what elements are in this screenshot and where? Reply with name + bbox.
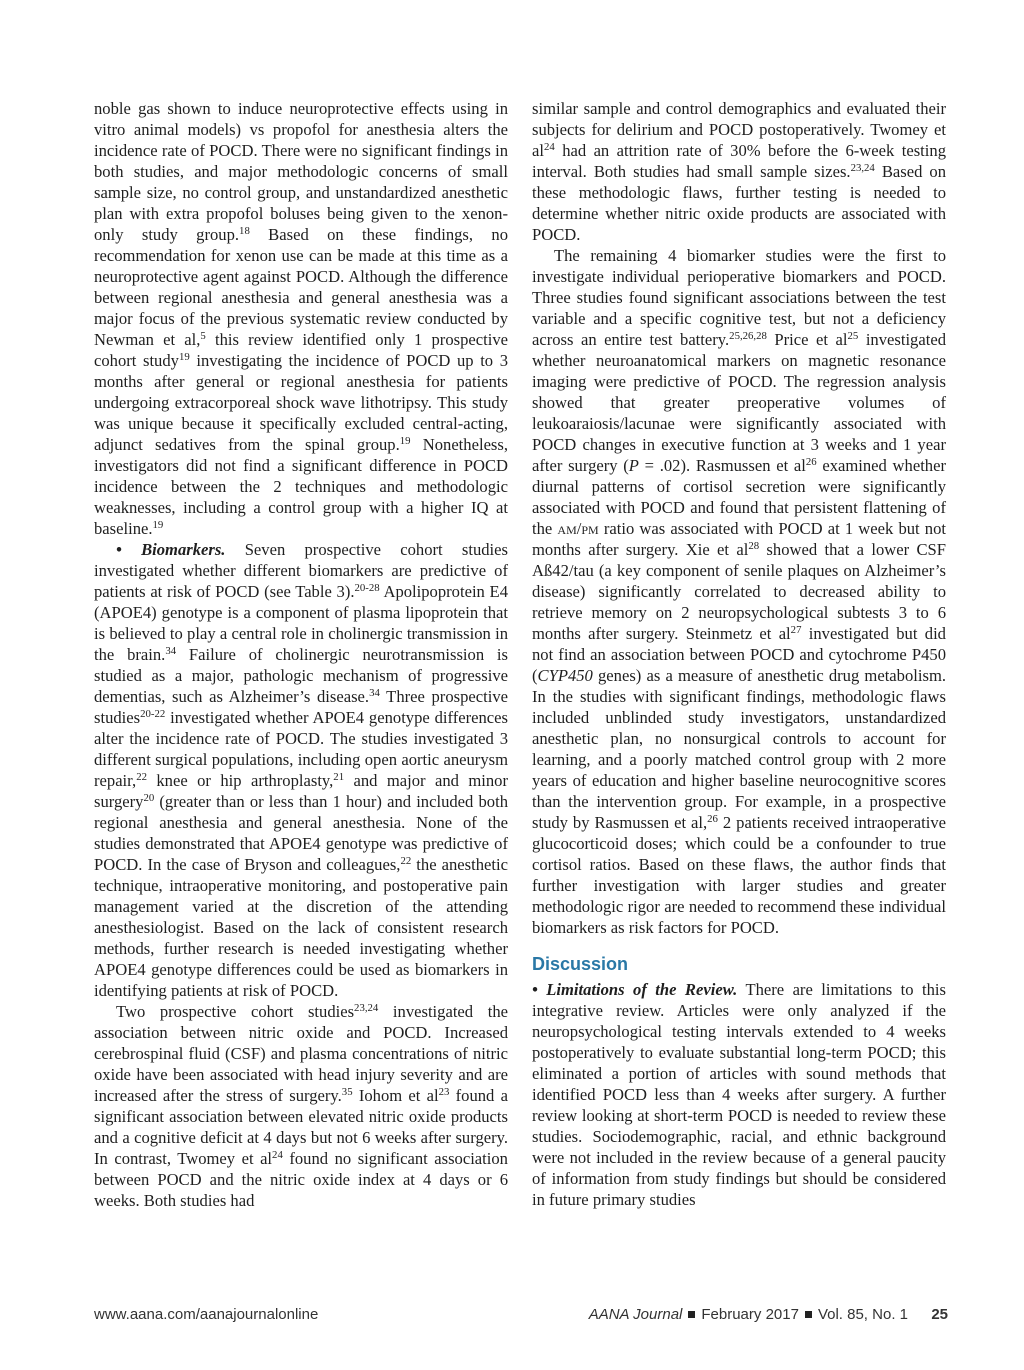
paragraph-biomarkers: • Biomarkers. Seven prospective cohort studies investigated whether different biomarkers are predictive of patients at risk of POCD (see Table 3).$^{20-28}$ Apolipoprotein E4 (APOE4) genotype is a component of plasma lipoprotein that is believed to play a central role in cholinergic transmission in the brain.$^{34}$ Failure of cholinergic neurotransmission is studied as a major, pathologic mechanism of progressive dementias, such as Alzheimer’s disease.$^{34}$ Three prospective studies$^{20-22}$ investigated whether APOE4 genotype differences alter the incidence rate of POCD. The studies investigated 3 different surgical populations, including open aortic aneurysm repair,$^{22}$ knee or hip arthroplasty,$^{21}$ and major and minor surgery$^{20}$ (greater than or less than 1 hour) and included both regional anesthesia and general anesthesia. None of the studies demonstrated that APOE4 genotype was predictive of POCD. In the case of Bryson and colleagues,$^{22}$ the anesthetic technique, intraoperative monitoring, and postoperative pain management varied at the discretion of the attending anesthesiologist. Based on the lack of consistent research methods, further research is needed investigating whether APOE4 genotype differences could be used as biomarkers in identifying patients at risk of POCD.: [94, 540, 509, 1000]
right-column: [532, 98, 946, 1210]
paragraph-xenon: noble gas shown to induce neuroprotective effects using in vitro animal models) vs propofol for anesthesia alters the incidence rate of POCD. There were no significant findings in both studies, and major methodologic concerns of small sample size, no control group, and unstandardized anesthetic plan with extra propofol boluses being given to the xenon-only study group.$^{18}$ Based on these findings, no recommendation for xenon use can be made at this time as a neuroprotective agent against POCD. Although the difference between regional anesthesia and general anesthesia was a major focus of the previous systematic review conducted by Newman et al,$^5$ this review identified only 1 prospective cohort study$^{19}$ investigating the incidence of POCD up to 3 months after general or regional anesthesia for patients undergoing extracorporeal shock wave lithotripsy. This study was unique because it specifically excluded central-acting, adjunct sedatives from the spinal group.$^{19}$ Nonetheless, investigators did not find a significant difference in POCD incidence between the 2 techniques and methodologic weaknesses, including a control group with a higher IQ at baseline.$^{19}$: [94, 99, 508, 538]
paragraph-remaining-biomarkers: The remaining 4 biomarker studies were the first to investigate individual perioperative biomarkers and POCD. Three studies found significant associations between the test variable and a specific cognitive test, but not a deficiency across an entire test battery.$^{25,26,28}$ Price et $al^{25}$ investigated whether neuroanatomical markers on magnetic resonance imaging were predictive of POCD. The regression analysis showed that greater preoperative volumes of leukoaraiosis/lacunae were significantly associated with POCD changes in executive function at 3 weeks and 1 year after surgery (P = .02). Rasmussen et $al^{26}$ examined whether diurnal patterns of cortisol secretion were significantly associated with POCD and found that persistent flattening of the am/pm ratio was associated with POCD at 1 week but not months after surgery. Xie et $al^{28}$ showed that a lower CSF Aß42/tau (a key component of senile plaques on Alzheimer’s disease) significantly correlated to decreased ability to retrieve memory on 2 neuropsychological subtests 3 to 6 months after surgery. Steinmetz et $al^{27}$ investigated but did not find an association between POCD and cytochrome P450 (CYP450 genes) as a measure of anesthetic drug metabolism. In the studies with significant findings, methodologic flaws included unblinded study investigators, unstandardized anesthetic plan, no nonsurgical controls to account for learning, and a poorly matched control group with 2 more years of education and higher baseline neurocognitive scores than the intervention group. For example, in a prospective study by Rasmussen et al,$^{26}$ 2 patients received intraoperative glucocorticoid doses; which could be a confounder to true cortisol ratios. Based on these flaws, the author finds that further investigation with larger studies and greater methodologic rigor are needed to recommend these individual biomarkers as risk factors for POCD.: [532, 246, 946, 937]
page-footer: [94, 1306, 948, 1330]
section-heading-discussion: Discussion: [532, 954, 629, 974]
biomarkers-subheading: • Biomarkers.: [116, 540, 226, 559]
journal-citation: AANA Journal February 2017 Vol. 85, No. 1: [588, 1306, 908, 1323]
paragraph-nitric-oxide-cont: similar sample and control demographics and evaluated their subjects for delirium and POCD postoperatively. Twomey et $al^{24}$ had an attrition rate of 30% before the 6-week testing interval. Both studies had small sample sizes.$^{23,24}$ Based on these methodologic flaws, further testing is needed to determine whether nitric oxide products are associated with POCD.: [532, 99, 946, 244]
paragraph-limitations: • Limitations of the Review. There are limitations to this integrative review. Articles were only analyzed if the neuropsychological testing intervals extended to 4 weeks postoperatively to evaluate substantial long-term POCD; this eliminated a portion of articles with sound methods that identified POCD less than 4 weeks after surgery. A further review looking at short-term POCD is needed to review these studies. Sociodemographic, racial, and ethnic background were not included in the review because of a general paucity of information from study findings but should be considered in future primary studies: [532, 980, 946, 1209]
page-number: 25: [931, 1306, 948, 1323]
square-bullet-icon: [805, 1311, 812, 1318]
left-column: [94, 98, 508, 1211]
journal-url[interactable]: www.aana.com/aanajournalonline: [94, 1306, 319, 1323]
limitations-subheading: • Limitations of the Review.: [532, 980, 738, 999]
paragraph-nitric-oxide: Two prospective cohort studies$^{23,24}$ investigated the association between nitric oxide and POCD. Increased cerebrospinal fluid (CSF) and plasma concentrations of nitric oxide have been associated with head injury severity and are increased after the stress of surgery.$^{35}$ Iohom et $al^{23}$ found a significant association between elevated nitric oxide products and a cognitive deficit at 4 days but not 6 weeks after surgery. In contrast, Twomey et $al^{24}$ found no significant association between POCD and the nitric oxide index at 4 days or 6 weeks. Both studies had: [94, 1002, 508, 1210]
square-bullet-icon: [688, 1311, 695, 1318]
